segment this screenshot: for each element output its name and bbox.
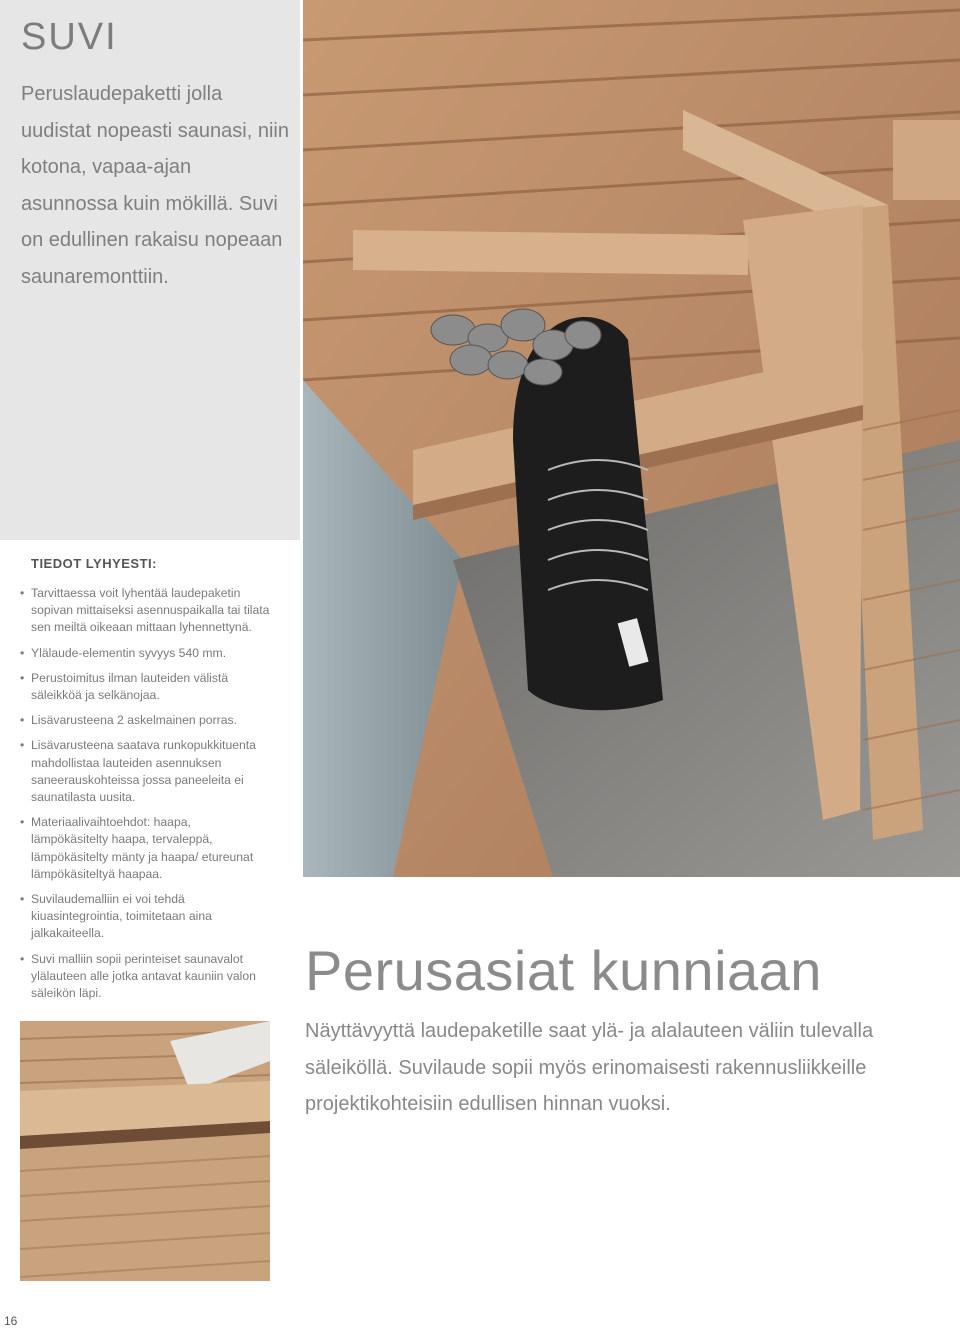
fact-item: • Suvi malliin sopii perinteiset saunavalot ylälauteen alle jotka antavat kauniin valon säleikön läpi.: [20, 951, 270, 1003]
fact-item: • Lisävarusteena 2 askelmainen porras.: [20, 712, 270, 729]
fact-item: • Materiaalivaihtoehdot: haapa, lämpökäsitelty haapa, tervaleppä, lämpökäsitelty mänty ja haapa/ etureunat lämpökäsiteltyä haapaa.: [20, 814, 270, 883]
fact-item: • Perustoimitus ilman lauteiden välistä säleikköä ja selkänojaa.: [20, 670, 270, 704]
intro-panel: [0, 0, 300, 540]
fact-item: • Ylälaude-elementin syvyys 540 mm.: [20, 645, 270, 662]
page-number: 16: [4, 1314, 18, 1328]
intro-lead: Peruslaudepaketti jolla uudistat nopeasti saunasi, niin kotona, vapaa-ajan asunnossa kuin mökillä. Suvi on edullinen rakaisu nopeaan saunaremonttiin.: [21, 83, 289, 288]
fact-item: • Suvilaudemalliin ei voi tehdä kiuasintegrointia, toimitetaan aina jalkakaiteella.: [20, 891, 270, 943]
facts-list: [20, 585, 270, 1010]
fact-item: • Tarvittaessa voit lyhentää laudepaketin sopivan mittaiseksi asennuspaikalla tai tilata sen meiltä oikeaan mittaan lyhennettynä.: [20, 585, 270, 637]
bench-slats-photo: [20, 1021, 270, 1281]
sauna-bench-photo: [303, 0, 960, 877]
facts-heading: TIEDOT LYHYESTI:: [31, 556, 157, 571]
fact-item: • Lisävarusteena saatava runkopukkituenta mahdollistaa lauteiden asennuksen saneerauskohteissa jossa paneeleita ei saunatilasta uusita.: [20, 737, 270, 806]
product-title: SUVI: [21, 16, 118, 58]
section-heading: Perusasiat kunniaan: [305, 939, 822, 1002]
section-body: Näyttävyyttä laudepaketille saat ylä- ja alalauteen väliin tulevalla säleiköllä. Suvilaude sopii myös erinomaisesti rakennusliikkeille projektikohteisiin edullisen hinnan vuoksi.: [305, 1020, 874, 1115]
